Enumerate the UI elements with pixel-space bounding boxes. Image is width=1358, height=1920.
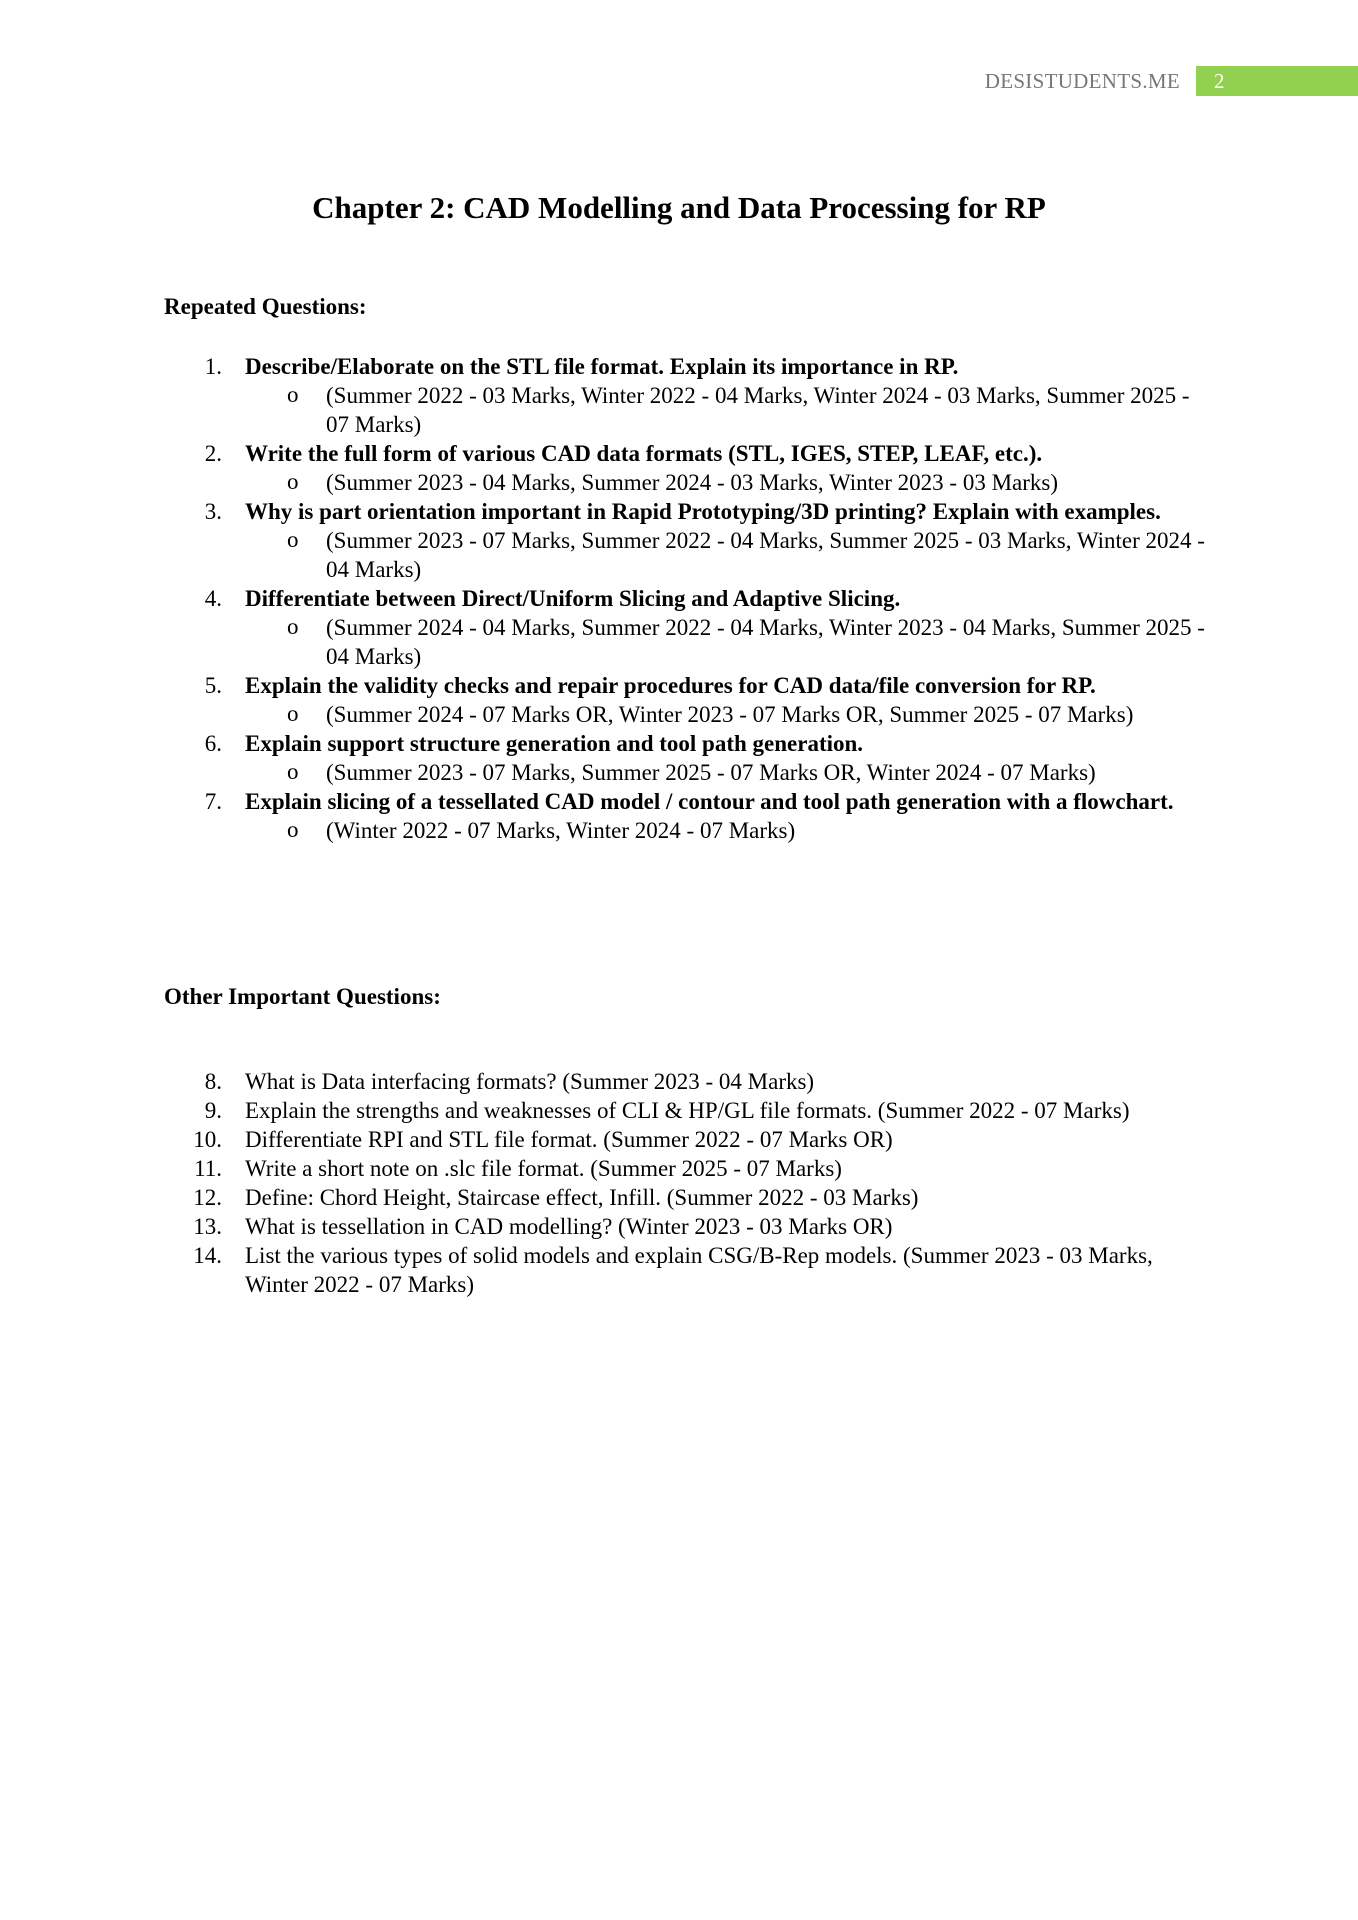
list-item: [0, 352, 1358, 439]
page-header: [985, 66, 1358, 96]
list-item: [0, 497, 1358, 584]
question-text: Differentiate between Direct/Uniform Slicing and Adaptive Slicing.: [245, 586, 901, 611]
marks-text: (Winter 2022 - 07 Marks, Winter 2024 - 07 Marks): [326, 818, 796, 843]
question-number: 13.: [193, 1214, 222, 1239]
question-text: Explain the strengths and weaknesses of CLI & HP/GL file formats. (Summer 2022 - 07 Marks): [245, 1098, 1130, 1123]
question-text: What is tessellation in CAD modelling? (Winter 2023 - 03 Marks OR): [245, 1214, 893, 1239]
question-text: Write a short note on .slc file format. (Summer 2025 - 07 Marks): [245, 1156, 842, 1181]
marks-line: [245, 758, 1208, 787]
question-number: 1.: [204, 354, 222, 379]
question-text: Define: Chord Height, Staircase effect, Infill. (Summer 2022 - 03 Marks): [245, 1185, 919, 1210]
marks-text: (Summer 2024 - 04 Marks, Summer 2022 - 04 Marks, Winter 2023 - 04 Marks, Summer 2025 - 04 Marks): [326, 615, 1205, 669]
list-item: [0, 1241, 1358, 1299]
question-number: 3.: [204, 499, 222, 524]
site-name: DESISTUDENTS.ME: [984, 68, 1180, 93]
question-text: What is Data interfacing formats? (Summer 2023 - 04 Marks): [245, 1069, 815, 1094]
marks-text: (Summer 2023 - 07 Marks, Summer 2022 - 04 Marks, Summer 2025 - 03 Marks, Winter 2024 - 04 Marks): [326, 528, 1205, 582]
bullet: o: [287, 759, 299, 784]
question-number: 11.: [194, 1156, 222, 1181]
marks-line: [245, 816, 1208, 845]
question-number: 4.: [204, 586, 222, 611]
list-item: [0, 439, 1358, 497]
bullet: o: [287, 817, 299, 842]
repeated-questions-heading: Repeated Questions:: [164, 294, 367, 319]
list-item: [0, 584, 1358, 671]
question-text: Differentiate RPI and STL file format. (Summer 2022 - 07 Marks OR): [245, 1127, 893, 1152]
list-item: [0, 1183, 1358, 1212]
question-number: 2.: [204, 441, 222, 466]
bullet: o: [287, 527, 299, 552]
marks-line: [245, 700, 1208, 729]
list-item: [0, 1125, 1358, 1154]
other-questions-list: [0, 1067, 1358, 1299]
question-text: Describe/Elaborate on the STL file format. Explain its importance in RP.: [245, 354, 959, 379]
chapter-title: Chapter 2: CAD Modelling and Data Processing for RP: [312, 190, 1046, 225]
question-number: 10.: [193, 1127, 222, 1152]
list-item: [0, 1212, 1358, 1241]
marks-line: [245, 613, 1208, 671]
question-text: Explain the validity checks and repair procedures for CAD data/file conversion for RP.: [245, 673, 1096, 698]
question-text: Write the full form of various CAD data formats (STL, IGES, STEP, LEAF, etc.).: [245, 441, 1043, 466]
question-text: List the various types of solid models and explain CSG/B-Rep models. (Summer 2023 - 03 Marks, Winter 2022 - 07 Marks): [245, 1243, 1153, 1297]
marks-text: (Summer 2023 - 07 Marks, Summer 2025 - 07 Marks OR, Winter 2024 - 07 Marks): [326, 760, 1096, 785]
question-number: 7.: [204, 789, 222, 814]
question-text: Explain support structure generation and tool path generation.: [245, 731, 864, 756]
other-questions-heading: Other Important Questions:: [164, 984, 441, 1009]
marks-text: (Summer 2023 - 04 Marks, Summer 2024 - 03 Marks, Winter 2023 - 03 Marks): [326, 470, 1059, 495]
question-number: 12.: [193, 1185, 222, 1210]
marks-line: [245, 468, 1208, 497]
question-text: Explain slicing of a tessellated CAD model / contour and tool path generation with a flowchart.: [245, 789, 1174, 814]
bullet: o: [287, 614, 299, 639]
marks-line: [245, 526, 1208, 584]
bullet: o: [287, 382, 299, 407]
list-item: [0, 1154, 1358, 1183]
question-number: 6.: [204, 731, 222, 756]
list-item: [0, 729, 1358, 787]
question-number: 8.: [204, 1069, 222, 1094]
list-item: [0, 671, 1358, 729]
question-number: 9.: [204, 1098, 222, 1123]
bullet: o: [287, 469, 299, 494]
question-text: Why is part orientation important in Rapid Prototyping/3D printing? Explain with examples.: [245, 499, 1161, 524]
marks-line: [245, 381, 1208, 439]
marks-text: (Summer 2022 - 03 Marks, Winter 2022 - 04 Marks, Winter 2024 - 03 Marks, Summer 2025 - 07 Marks): [326, 383, 1190, 437]
question-number: 14.: [193, 1243, 222, 1268]
repeated-questions-list: [0, 352, 1358, 845]
list-item: [0, 1096, 1358, 1125]
page-number: 2: [1196, 66, 1358, 96]
list-item: [0, 1067, 1358, 1096]
bullet: o: [287, 701, 299, 726]
list-item: [0, 787, 1358, 845]
question-number: 5.: [204, 673, 222, 698]
marks-text: (Summer 2024 - 07 Marks OR, Winter 2023 - 07 Marks OR, Summer 2025 - 07 Marks): [326, 702, 1134, 727]
